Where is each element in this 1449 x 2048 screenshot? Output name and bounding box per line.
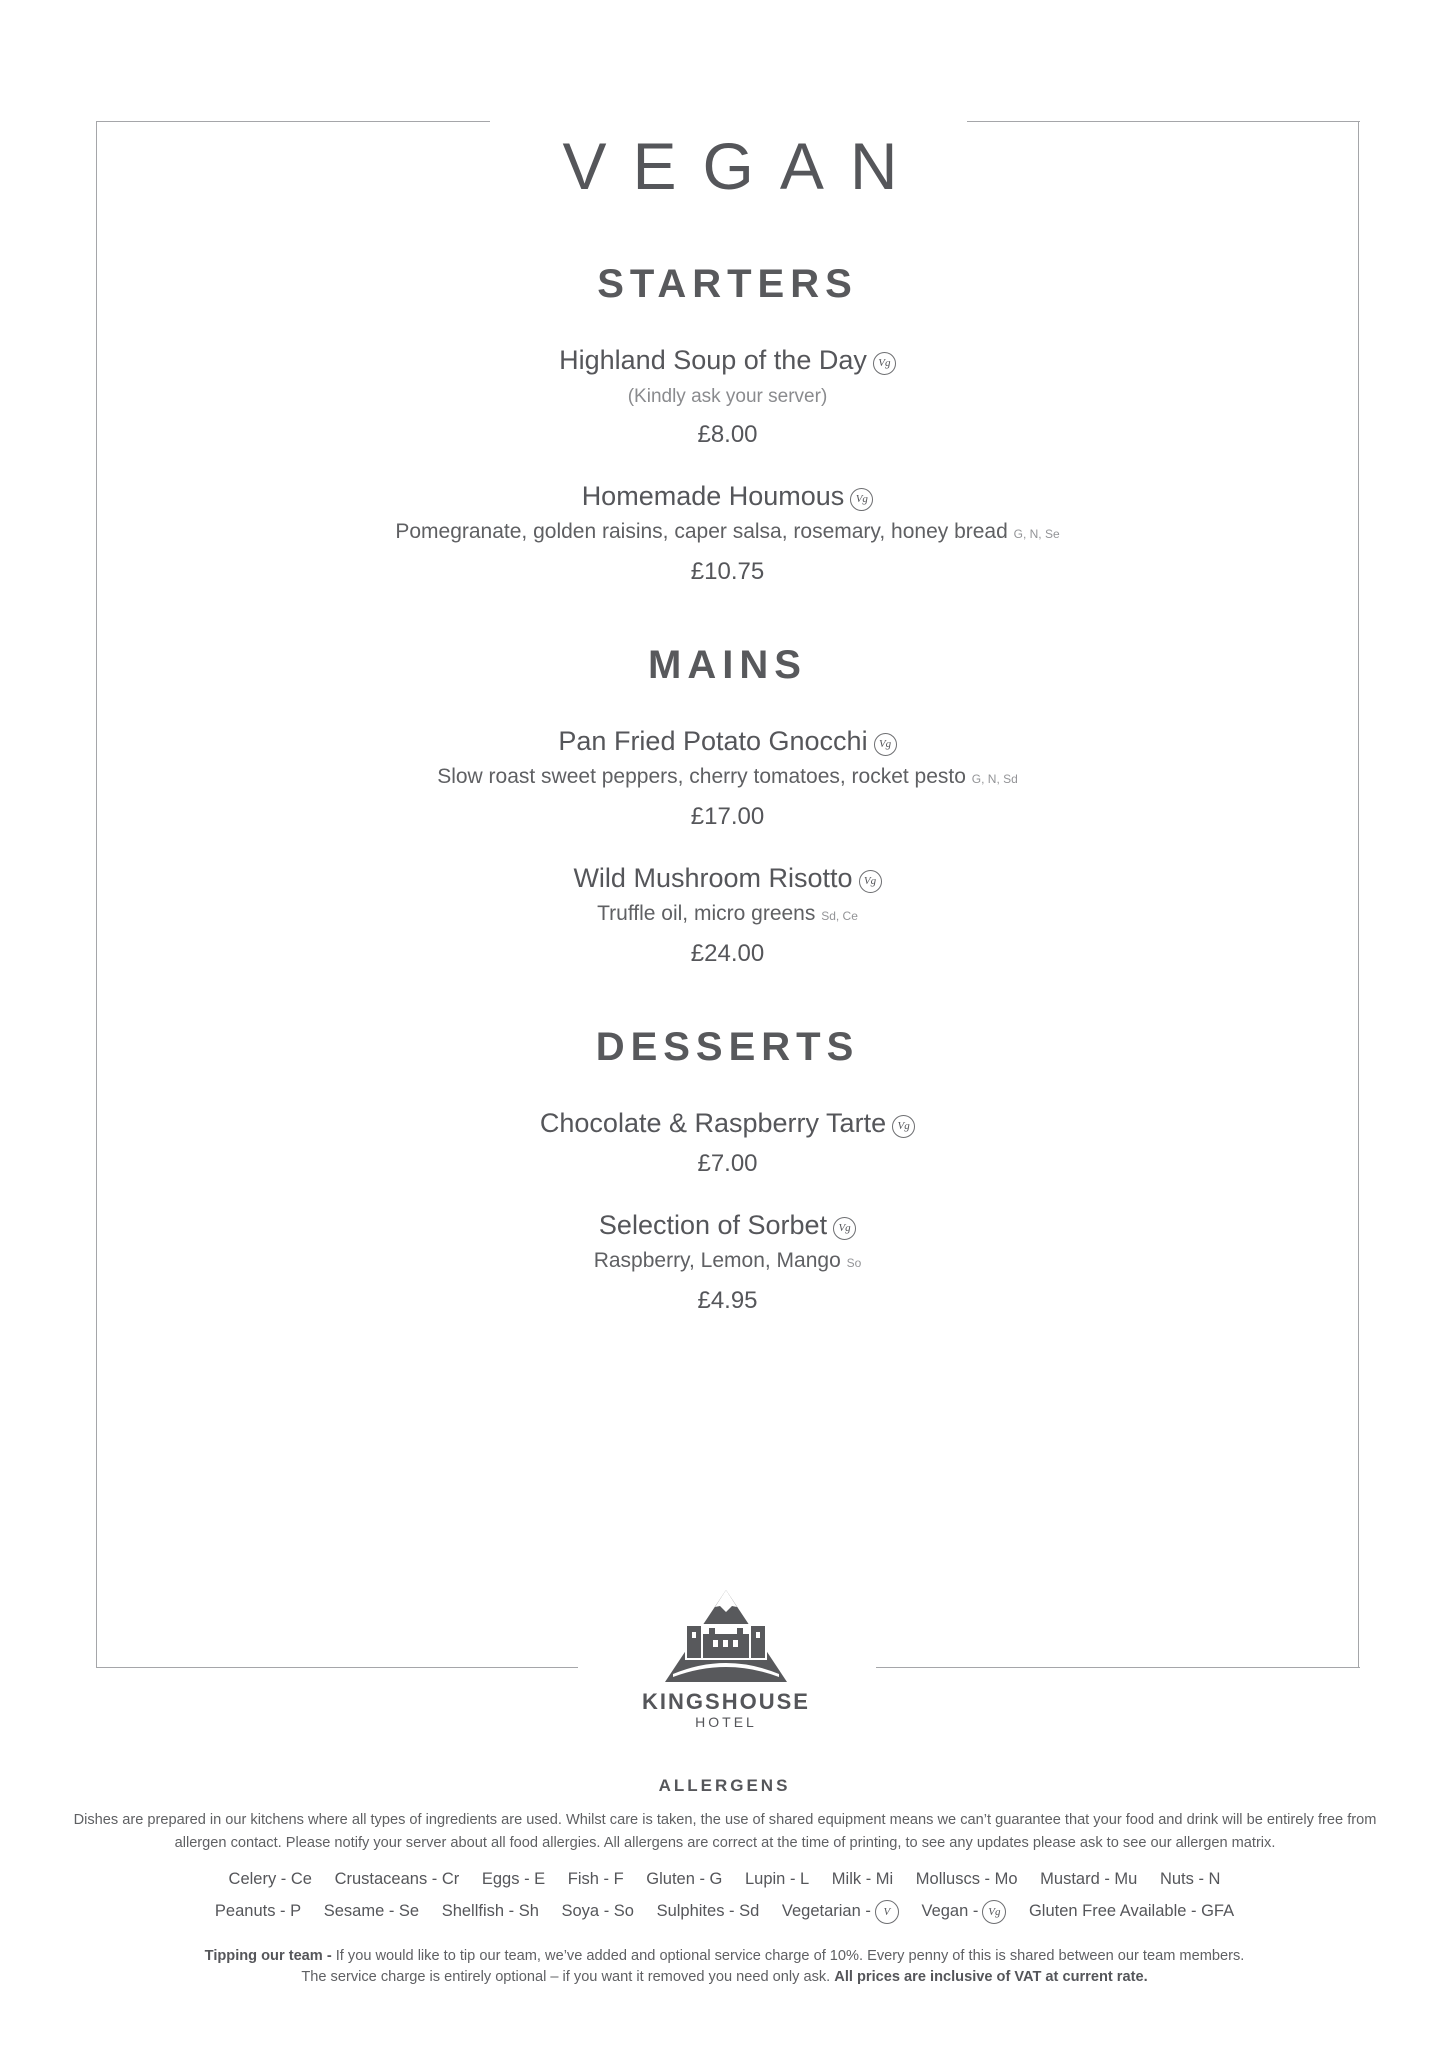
tipping-lead: Tipping our team - (204, 1948, 332, 1964)
allergens-title: ALLERGENS (658, 1776, 791, 1795)
allergen-key-vegan: Vegan - Vg (921, 1902, 1006, 1920)
frame-line-bottom-right (876, 1667, 1360, 1668)
tipping-notice (60, 1946, 1389, 1988)
allergen-key: Crustaceans - Cr (334, 1870, 460, 1888)
item-description: Raspberry, Lemon, Mango So (593, 1249, 862, 1272)
item-price: £4.95 (697, 1287, 758, 1314)
allergen-key: Celery - Ce (228, 1870, 312, 1888)
frame-line-right (1358, 121, 1359, 1668)
section-desserts (300, 1021, 1155, 1318)
menu-item (300, 1207, 1155, 1318)
menu-item (300, 342, 1155, 452)
vegan-icon: Vg (874, 733, 897, 756)
menu-item (300, 1105, 1155, 1181)
allergen-codes: So (846, 1256, 862, 1270)
item-name: Pan Fried Potato Gnocchi Vg (300, 723, 1155, 759)
allergens-notice: Dishes are prepared in our kitchens where all types of ingredients are used. Whilst care is taken, the use of shared equipment means we can’t guarantee that your food and drink will be entirely free from allergen contact. Please notify your server about all food allergies. All allergens are correct at the time of printing, to see any updates please ask to see our allergen matrix. (73, 1812, 1377, 1851)
vegan-icon: Vg (850, 488, 873, 511)
allergen-key: Nuts - N (1159, 1870, 1221, 1888)
frame-line-bottom-left (96, 1667, 578, 1668)
page-title: VEGAN (562, 129, 924, 204)
allergen-key: Gluten - G (646, 1870, 723, 1888)
allergen-key-row-2 (0, 1898, 1449, 1924)
mountain-castle-icon (663, 1588, 789, 1684)
vegan-icon: Vg (892, 1115, 915, 1138)
allergen-codes: G, N, Sd (971, 772, 1018, 786)
allergen-key: Soya - So (561, 1902, 634, 1920)
item-name: Highland Soup of the Day Vg (300, 342, 1155, 378)
allergen-key: Peanuts - P (214, 1902, 302, 1920)
section-title: MAINS (648, 643, 807, 687)
menu (300, 258, 1155, 1368)
item-price: £8.00 (697, 421, 758, 448)
item-description: Truffle oil, micro greens Sd, Ce (597, 902, 858, 925)
allergen-key: Mustard - Mu (1040, 1870, 1138, 1888)
logo-subtitle: HOTEL (695, 1714, 757, 1730)
allergen-codes: Sd, Ce (821, 909, 858, 923)
section-starters (300, 258, 1155, 589)
logo-name: KINGSHOUSE (642, 1689, 810, 1714)
allergen-codes: G, N, Se (1013, 527, 1060, 541)
allergen-key-row-1 (0, 1866, 1449, 1892)
item-name: Chocolate & Raspberry Tarte Vg (300, 1105, 1155, 1141)
item-description: Slow roast sweet peppers, cherry tomatoes, rocket pesto G, N, Sd (437, 765, 1018, 788)
allergen-key: Fish - F (567, 1870, 624, 1888)
menu-item (300, 723, 1155, 834)
vegan-icon: Vg (833, 1217, 856, 1240)
allergen-key: Molluscs - Mo (915, 1870, 1018, 1888)
item-name: Homemade Houmous Vg (300, 478, 1155, 514)
allergen-key: Sulphites - Sd (656, 1902, 760, 1920)
allergen-key: Lupin - L (744, 1870, 810, 1888)
item-price: £7.00 (697, 1150, 758, 1177)
item-price: £24.00 (690, 940, 765, 967)
frame-line-top-left (96, 121, 490, 122)
frame-line-top-right (967, 121, 1360, 122)
hotel-logo (641, 1588, 811, 1730)
item-price: £10.75 (690, 558, 765, 585)
allergen-key: Milk - Mi (831, 1870, 894, 1888)
allergen-key: Eggs - E (481, 1870, 546, 1888)
allergen-key: Shellfish - Sh (441, 1902, 539, 1920)
vegan-icon: Vg (873, 352, 896, 375)
section-title: DESSERTS (595, 1025, 860, 1069)
menu-item (300, 478, 1155, 589)
item-name: Wild Mushroom Risotto Vg (300, 860, 1155, 896)
allergen-key: Gluten Free Available - GFA (1028, 1902, 1235, 1920)
frame-line-left (96, 121, 97, 1668)
menu-item (300, 860, 1155, 971)
item-note: (Kindly ask your server) (627, 386, 828, 407)
section-mains (300, 639, 1155, 971)
item-price: £17.00 (690, 803, 765, 830)
allergen-key: Sesame - Se (323, 1902, 420, 1920)
vegan-icon: Vg (859, 870, 882, 893)
vat-note: All prices are inclusive of VAT at current rate. (834, 1969, 1148, 1985)
item-name: Selection of Sorbet Vg (300, 1207, 1155, 1243)
tipping-line-2: The service charge is entirely optional – if you want it removed you need only ask. All prices are inclusive of VAT at current rate. (301, 1969, 1148, 1985)
tipping-line-1: Tipping our team - If you would like to tip our team, we’ve added and optional service charge of 10%. Every penny of this is shared between our team members. (204, 1948, 1245, 1964)
section-title: STARTERS (597, 262, 858, 306)
allergen-key-vegetarian: Vegetarian - V (782, 1902, 899, 1920)
item-description: Pomegranate, golden raisins, caper salsa, rosemary, honey bread G, N, Se (395, 520, 1060, 543)
vegetarian-icon: V (875, 1900, 899, 1924)
vegan-icon: Vg (982, 1900, 1006, 1924)
